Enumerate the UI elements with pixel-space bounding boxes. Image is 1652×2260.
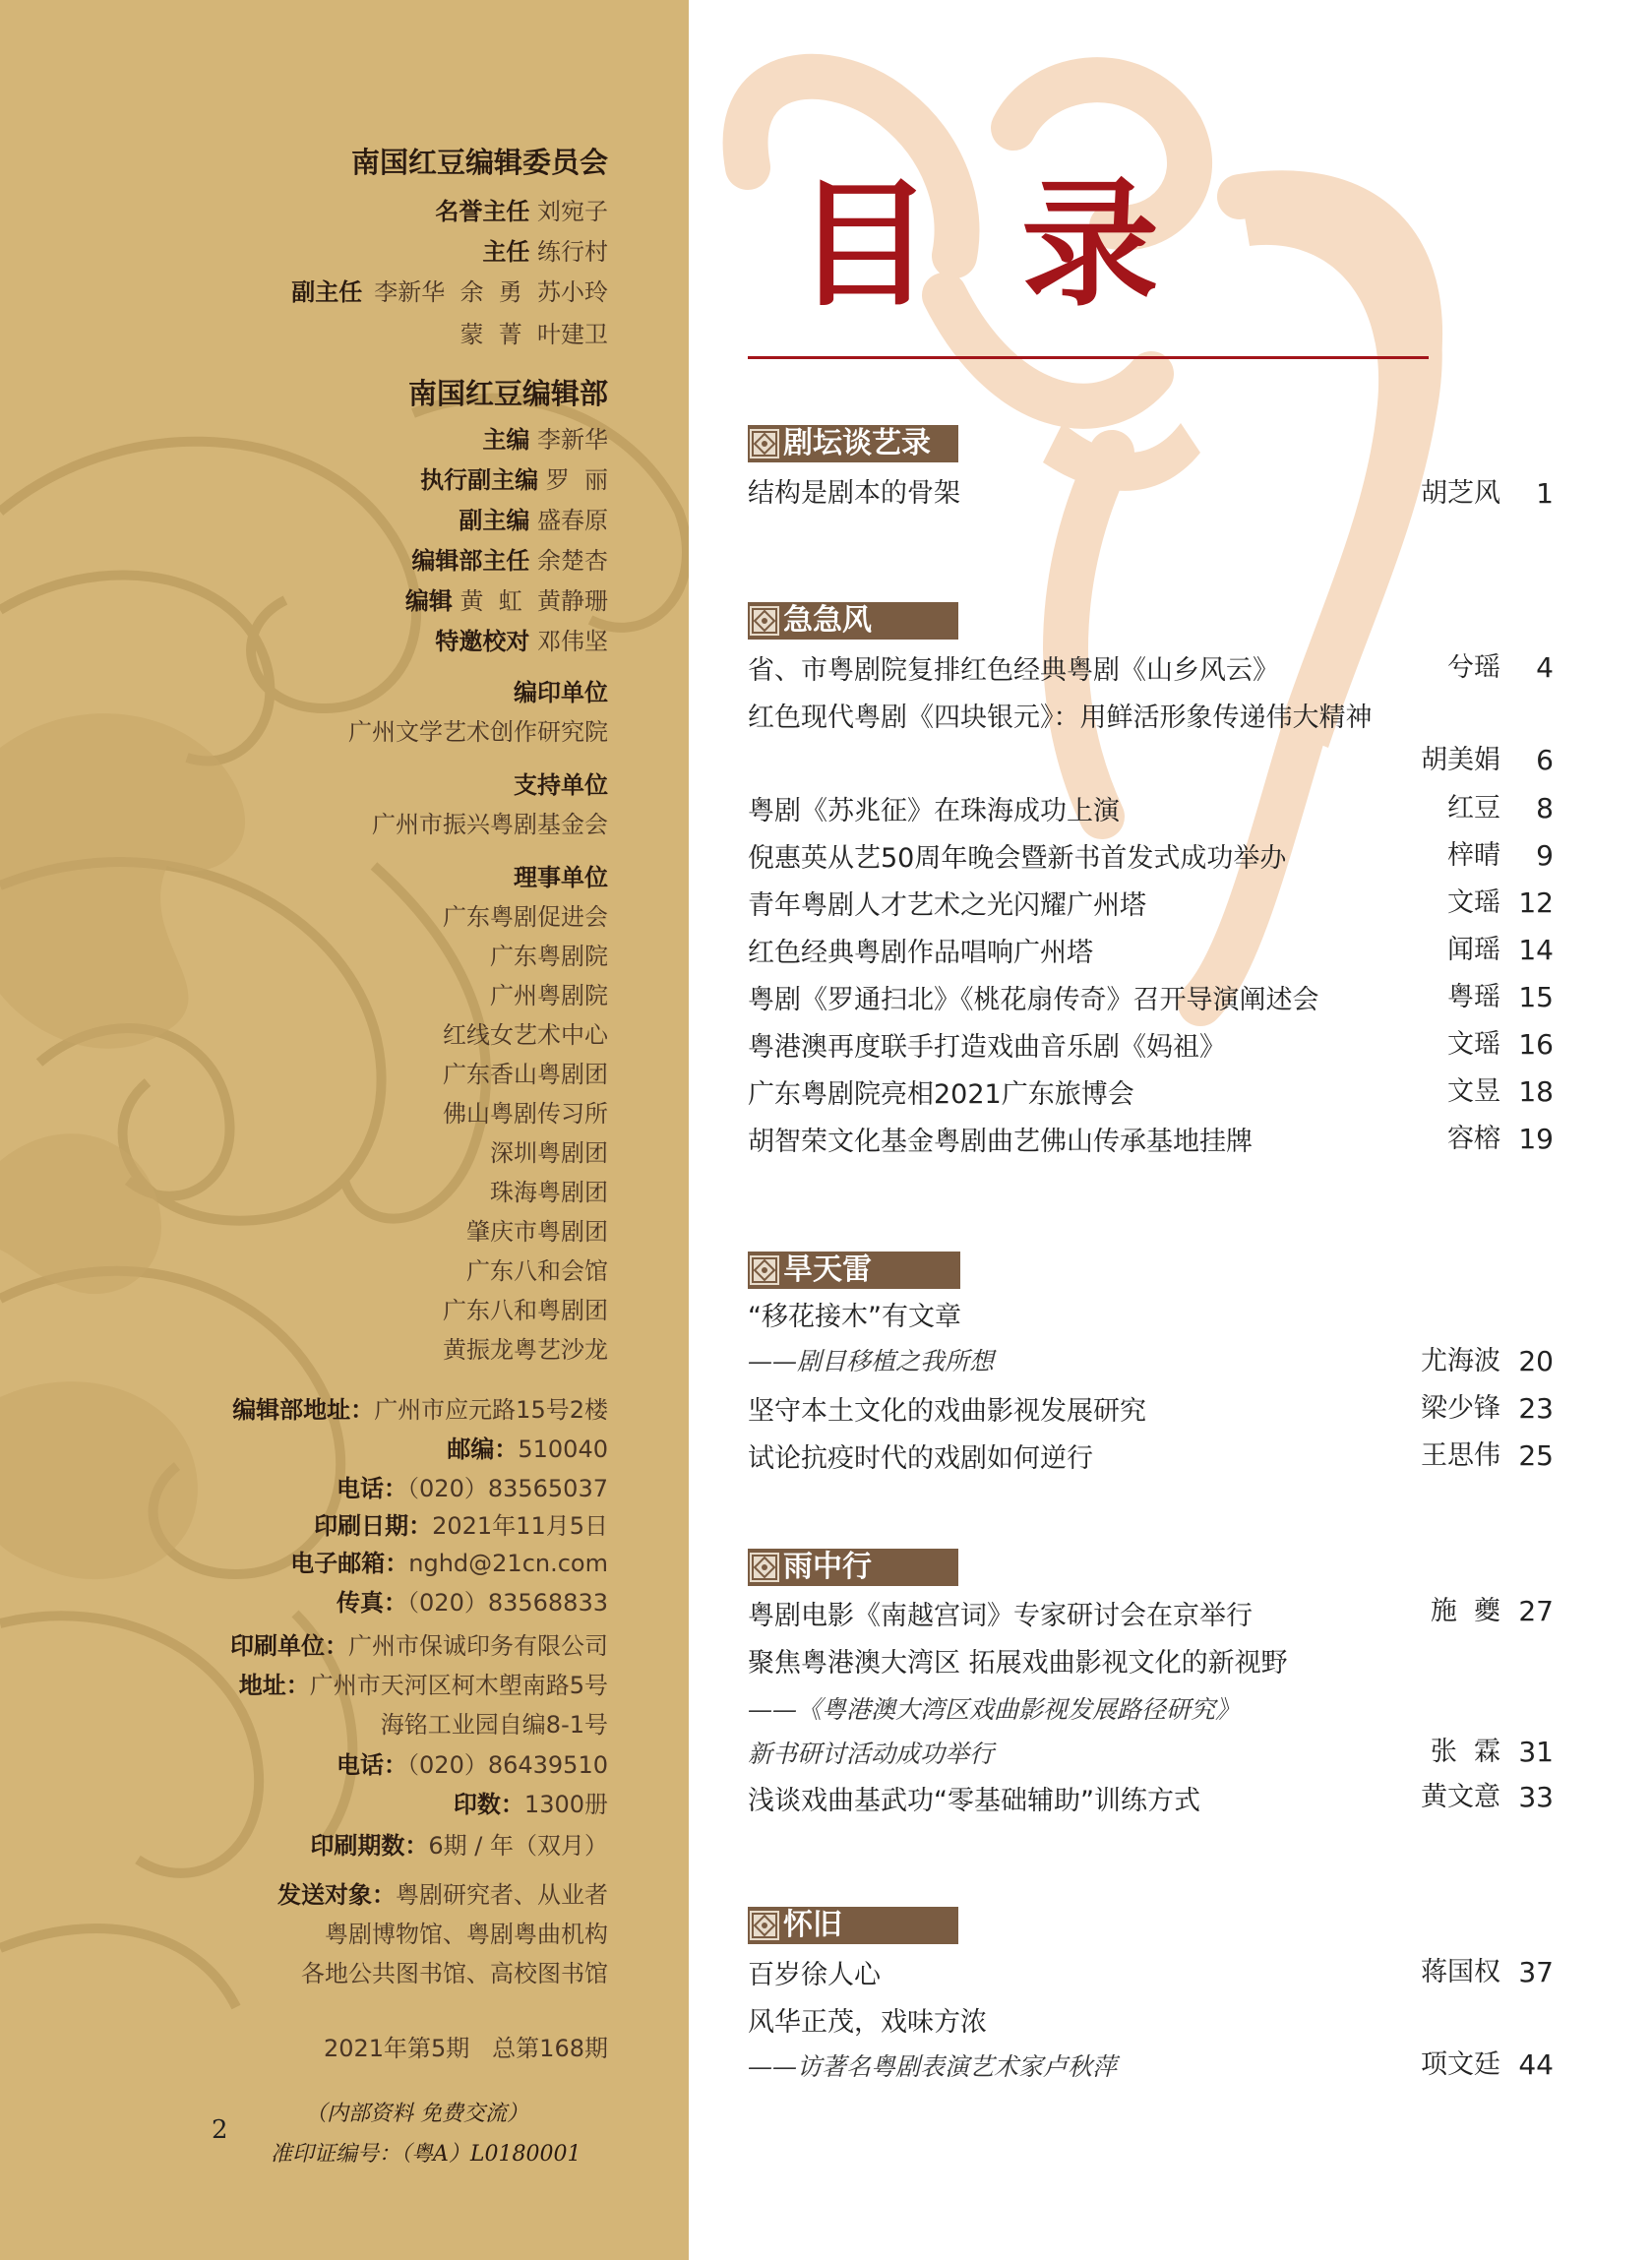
council-member: 肇庆市粤剧团: [466, 1218, 608, 1246]
exec-deputy-line: [420, 460, 608, 495]
toc-entry-page[interactable]: 6: [1536, 744, 1554, 776]
toc-entry-author: 项文廷: [1421, 2049, 1500, 2080]
printer-address-line1: [239, 1666, 608, 1700]
page-number: 2: [212, 2115, 228, 2145]
toc-entry-title[interactable]: 坚守本土文化的戏曲影视发展研究: [748, 1396, 1146, 1427]
office-director-name: 余楚杏: [537, 547, 608, 575]
toc-entry-page[interactable]: 16: [1518, 1028, 1554, 1061]
deputy-editor-label: 副主编: [459, 507, 530, 534]
toc-entry-title[interactable]: 倪惠英从艺50周年晚会暨新书首发式成功举办: [748, 843, 1287, 874]
toc-entry-title[interactable]: 聚焦粤港澳大湾区 拓展戏曲影视文化的新视野: [748, 1648, 1288, 1679]
council-member: 珠海粤剧团: [490, 1179, 608, 1206]
supporter: 广州市振兴粤剧基金会: [372, 811, 608, 838]
printer-address: 广州市天河区柯木塱南路5号: [309, 1672, 608, 1699]
toc-entry-author: 粤瑶: [1447, 982, 1500, 1012]
postcode-line: [447, 1430, 608, 1464]
proofreader-line: [435, 622, 608, 656]
council-member: 深圳粤剧团: [490, 1139, 608, 1167]
exec-deputy-label: 执行副主编: [420, 466, 539, 494]
toc-entry-page[interactable]: 12: [1518, 886, 1554, 919]
print-run-line: [454, 1785, 608, 1819]
print-date-label: 印刷日期：: [314, 1512, 433, 1540]
toc-entry-title[interactable]: 百岁徐人心: [748, 1960, 881, 1990]
proofreader-label: 特邀校对: [435, 628, 530, 655]
print-date-line: [314, 1506, 608, 1541]
editors-names: 黄 虹 黄静珊: [459, 587, 608, 615]
toc-entry-title[interactable]: “移花接木”有文章: [748, 1302, 961, 1332]
section-label: 急急风: [783, 603, 872, 638]
toc-entry-page[interactable]: 18: [1518, 1075, 1554, 1108]
toc-entry-page[interactable]: 15: [1518, 981, 1554, 1013]
section-label: 旱天雷: [783, 1252, 872, 1287]
toc-entry-title[interactable]: 胡智荣文化基金粤剧曲艺佛山传承基地挂牌: [748, 1127, 1253, 1157]
toc-entry-title[interactable]: 风华正茂，戏味方浓: [748, 2007, 987, 2038]
audience-line2: 粤剧博物馆、粤剧粤曲机构: [325, 1921, 608, 1948]
council-member: 佛山粤剧传习所: [443, 1100, 608, 1128]
compiler-label: 编印单位: [514, 679, 608, 706]
deputy-directors-names: 李新华 余 勇 苏小玲: [374, 278, 608, 306]
council-member: 红线女艺术中心: [443, 1021, 608, 1049]
toc-entry-title[interactable]: 省、市粤剧院复排红色经典粤剧《山乡风云》: [748, 655, 1279, 686]
email-label: 电子邮箱：: [290, 1550, 409, 1577]
toc-entry-author: 王思伟: [1421, 1440, 1500, 1471]
address: 广州市应元路15号2楼: [374, 1396, 608, 1424]
toc-entry-author: 闻瑶: [1447, 935, 1500, 965]
phone: （020）83565037: [407, 1475, 608, 1502]
toc-entry-page[interactable]: 23: [1518, 1392, 1554, 1425]
council-member: 广东香山粤剧团: [443, 1061, 608, 1088]
lattice-icon: [750, 1255, 779, 1285]
council-member: 广东粤剧院: [490, 943, 608, 970]
toc-entry-page[interactable]: 31: [1518, 1736, 1554, 1768]
section-label: 雨中行: [783, 1550, 872, 1584]
frequency-label: 印刷期数：: [310, 1832, 429, 1860]
frequency: 6期 / 年（双月）: [428, 1832, 608, 1860]
deputy-editor-name: 盛春原: [537, 507, 608, 534]
toc-entry-subtitle: ——《粤港澳大湾区戏曲影视发展路径研究》: [748, 1695, 1241, 1724]
editors-line: [405, 581, 608, 616]
exec-deputy-name: 罗 丽: [545, 466, 608, 494]
fax-line: [337, 1583, 608, 1618]
toc-entry-title[interactable]: 结构是剧本的骨架: [748, 478, 960, 509]
council-member: 广州粤剧院: [490, 982, 608, 1009]
printer: 广州市保诚印务有限公司: [348, 1632, 608, 1660]
lattice-icon: [750, 1911, 779, 1940]
director-line: [482, 232, 608, 267]
email: nghd@21cn.com: [408, 1550, 608, 1577]
phone-label: 电话：: [337, 1475, 408, 1502]
toc-entry-title[interactable]: 青年粤剧人才艺术之光闪耀广州塔: [748, 890, 1146, 921]
council-member: 黄振龙粤艺沙龙: [443, 1336, 608, 1364]
toc-entry-page[interactable]: 4: [1536, 651, 1554, 684]
lattice-icon: [750, 1553, 779, 1582]
editors-label: 编辑: [404, 587, 453, 615]
email-line: [290, 1544, 608, 1578]
toc-entry-author: 蒋国权: [1421, 1957, 1500, 1987]
printer-address-line2: 海铭工业园自编8-1号: [380, 1711, 608, 1739]
print-run-label: 印数：: [453, 1791, 524, 1818]
toc-entry-page[interactable]: 19: [1518, 1123, 1554, 1155]
toc-entry-title[interactable]: 粤剧电影《南越宫词》专家研讨会在京举行: [748, 1601, 1253, 1631]
toc-entry-author: 黄文意: [1421, 1782, 1500, 1812]
toc-entry-title[interactable]: 浅谈戏曲基武功“零基础辅助”训练方式: [748, 1786, 1200, 1816]
address-line: [232, 1390, 608, 1425]
toc-entry-author: 张 霖: [1430, 1737, 1500, 1767]
section-label: 剧坛谈艺录: [783, 426, 931, 460]
office-director-line: [411, 541, 608, 576]
section-header: [748, 602, 958, 640]
audience-label: 发送对象：: [277, 1881, 396, 1909]
printer-phone-line: [337, 1745, 608, 1780]
council-member: 广东八和会馆: [466, 1257, 608, 1285]
toc-entry-author: 胡芝风: [1421, 478, 1500, 509]
honorary-director-label: 名誉主任: [435, 198, 530, 225]
printer-label: 印刷单位：: [230, 1632, 348, 1660]
fax: （020）83568833: [407, 1589, 608, 1617]
toc-entry-title[interactable]: 粤剧《罗通扫北》《桃花扇传奇》召开导演阐述会: [748, 985, 1319, 1015]
toc-entry-page[interactable]: 37: [1518, 1956, 1554, 1988]
honorary-director-name: 刘宛子: [537, 198, 608, 225]
deputy-editor-line: [459, 501, 608, 535]
printer-address-label: 地址：: [238, 1672, 310, 1699]
postcode-label: 邮编：: [447, 1435, 519, 1463]
chief-editor-line: [482, 420, 608, 455]
council-member: 广东八和粤剧团: [443, 1297, 608, 1324]
supporter-label: 支持单位: [514, 771, 608, 799]
printer-line: [230, 1626, 608, 1661]
compiler: 广州文学艺术创作研究院: [348, 718, 608, 746]
director-name: 练行村: [537, 238, 608, 266]
phone-line: [337, 1469, 608, 1503]
toc-entry-author: 红豆: [1447, 793, 1500, 824]
print-run: 1300册: [523, 1791, 608, 1818]
toc-entry-title[interactable]: 红色现代粤剧《四块银元》：用鲜活形象传递伟大精神: [748, 702, 1373, 733]
toc-title: 目录: [795, 165, 1249, 326]
toc-entry-author: 文瑶: [1447, 887, 1500, 918]
audience-line3: 各地公共图书馆、高校图书馆: [301, 1960, 608, 1987]
deputy-directors-line1: [291, 273, 608, 307]
toc-entry-author: 梁少锋: [1421, 1393, 1500, 1424]
frequency-line: [310, 1826, 608, 1861]
toc-entry-subtitle: ——访著名粤剧表演艺术家卢秋萍: [748, 2052, 1118, 2081]
section-header: [748, 1252, 960, 1289]
toc-entry-page[interactable]: 27: [1518, 1595, 1554, 1627]
section-label: 怀旧: [783, 1908, 842, 1942]
toc-entry-page[interactable]: 9: [1536, 839, 1554, 872]
toc-entry-author: 文昱: [1447, 1076, 1500, 1107]
editorial-heading: 南国红豆编辑部: [407, 377, 608, 410]
toc-entry-title[interactable]: 试论抗疫时代的戏剧如何逆行: [748, 1443, 1093, 1474]
toc-entry-subtitle: 新书研讨活动成功举行: [748, 1740, 995, 1768]
toc-entry-page[interactable]: 1: [1536, 477, 1554, 510]
masthead-panel: [0, 0, 689, 2260]
toc-entry-author: 文瑶: [1447, 1029, 1500, 1060]
postcode: 510040: [518, 1435, 608, 1463]
chief-editor-label: 主编: [482, 426, 530, 454]
proofreader-name: 邓伟坚: [537, 628, 608, 655]
council-member: 广东粤剧促进会: [443, 903, 608, 931]
toc-entry-author: 梓晴: [1447, 840, 1500, 871]
section-header: [748, 1907, 958, 1944]
deputy-directors-line2: 蒙 菁 叶建卫: [459, 321, 608, 348]
office-director-label: 编辑部主任: [411, 547, 530, 575]
toc-entry-page[interactable]: 8: [1536, 792, 1554, 825]
section-header: [748, 1549, 958, 1586]
toc-entry-title[interactable]: 粤剧《苏兆征》在珠海成功上演: [748, 796, 1120, 826]
fax-label: 传真：: [337, 1589, 408, 1617]
toc-entry-author: 胡美娟: [1421, 745, 1500, 775]
address-label: 编辑部地址：: [232, 1396, 375, 1424]
toc-entry-subtitle: ——剧目移植之我所想: [748, 1347, 995, 1375]
issue-info: 2021年第5期 总第168期: [323, 2035, 608, 2062]
toc-entry-page[interactable]: 25: [1518, 1439, 1554, 1472]
director-label: 主任: [482, 238, 530, 266]
audience-line1: [277, 1875, 608, 1910]
committee-heading: 南国红豆编辑委员会: [350, 146, 608, 179]
permit-number: 准印证编号：（粤A）L0180001: [271, 2142, 581, 2167]
section-header: [748, 425, 958, 462]
toc-entry-page[interactable]: 14: [1518, 934, 1554, 966]
toc-entry-title[interactable]: 粤港澳再度联手打造戏曲音乐剧《妈祖》: [748, 1032, 1226, 1063]
toc-entry-page[interactable]: 33: [1518, 1781, 1554, 1813]
audience: 粤剧研究者、从业者: [396, 1881, 608, 1909]
toc-entry-page[interactable]: 44: [1518, 2048, 1554, 2081]
toc-entry-author: 兮瑶: [1447, 652, 1500, 683]
toc-entry-author: 尤海波: [1421, 1346, 1500, 1376]
print-date: 2021年11月5日: [432, 1512, 608, 1540]
chief-editor-name: 李新华: [537, 426, 608, 454]
lattice-icon: [750, 606, 779, 636]
printer-phone-label: 电话：: [337, 1751, 408, 1779]
toc-entry-title[interactable]: 广东粤剧院亮相2021广东旅博会: [748, 1079, 1134, 1110]
toc-entry-author: 施 夔: [1430, 1596, 1500, 1626]
deputy-director-label: 副主任: [291, 278, 363, 306]
toc-entry-title[interactable]: 红色经典粤剧作品唱响广州塔: [748, 938, 1093, 968]
internal-note: （内部资料 免费交流）: [305, 2102, 528, 2126]
toc-entry-author: 容榕: [1447, 1124, 1500, 1154]
toc-entry-page[interactable]: 20: [1518, 1345, 1554, 1377]
title-divider: [748, 356, 1429, 359]
printer-phone: （020）86439510: [407, 1751, 608, 1779]
council-label: 理事单位: [514, 864, 608, 891]
honorary-director-line: [435, 192, 608, 226]
lattice-icon: [750, 429, 779, 458]
